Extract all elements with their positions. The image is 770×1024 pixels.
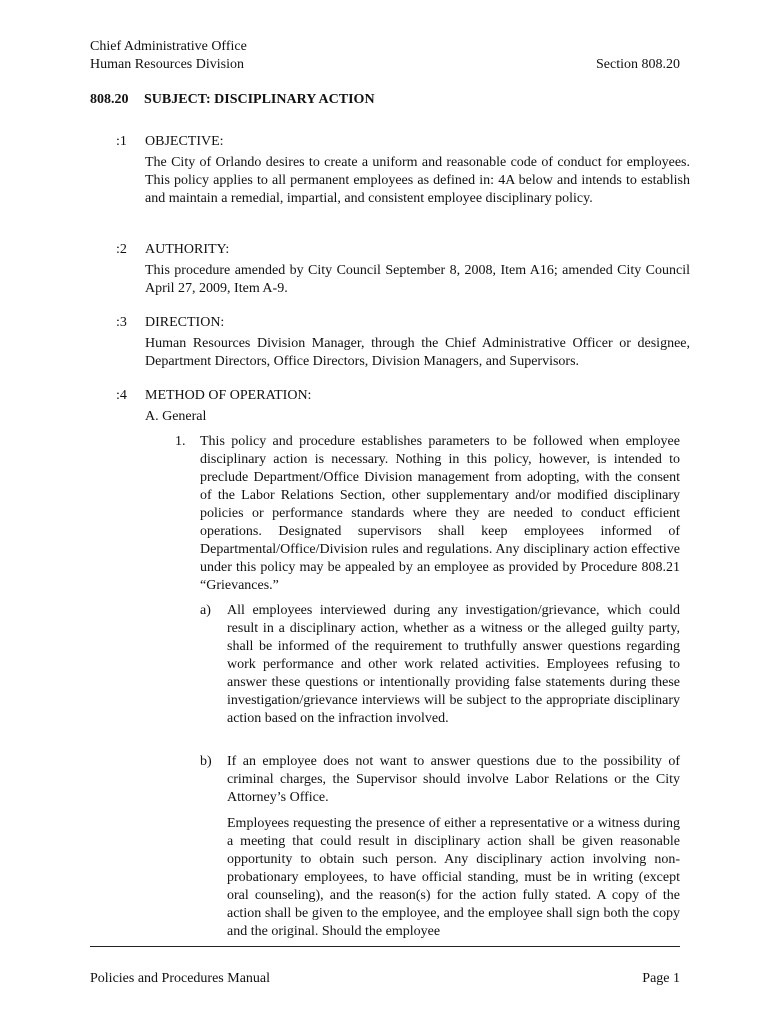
footer-divider: [90, 946, 680, 947]
title-number: 808.20: [90, 92, 129, 107]
footer-page-number: Page 1: [642, 971, 680, 986]
section-3-body: Human Resources Division Manager, through the Chief Administrative Officer or designee, Department Directors, Office Directors, Division Managers, and Supervisors.: [145, 336, 690, 369]
section-1-body: The City of Orlando desires to create a uniform and reasonable code of conduct for employees. This policy applies to all permanent employees as defined in: 4A below and intends to establish and maintain a remedial, impartial, and consistent employee disciplinary policy.: [145, 155, 690, 206]
header-office: Chief Administrative Office: [90, 39, 247, 54]
footer-manual-title: Policies and Procedures Manual: [90, 971, 271, 986]
section-3-number: :3: [116, 315, 127, 330]
section-1-heading: OBJECTIVE:: [145, 134, 224, 149]
header-division: Human Resources Division: [90, 57, 244, 72]
section-2-heading: AUTHORITY:: [145, 242, 230, 257]
document-title: [90, 91, 375, 109]
section-4-heading: METHOD OF OPERATION:: [145, 388, 312, 403]
page-header: [90, 38, 247, 74]
section-1-number: :1: [116, 134, 127, 149]
subitem-b-letter: b): [200, 754, 212, 769]
item-1-number: 1.: [175, 434, 186, 449]
subitem-a-letter: a): [200, 603, 211, 618]
subsection-a-heading: A. General: [145, 409, 207, 424]
title-text: SUBJECT: DISCIPLINARY ACTION: [144, 92, 375, 107]
section-2-body: This procedure amended by City Council September 8, 2008, Item A16; amended City Council April 27, 2009, Item A-9.: [145, 263, 690, 296]
subitem-a-body: All employees interviewed during any investigation/grievance, which could result in a disciplinary action, whether as a witness or the alleged guilty party, shall be informed of the requirement to truthfully answer questions regarding work performance and other work related activities. Employees refusing to answer these questions or intentionally providing false statements during these investigation/grievance interviews will be subject to the appropriate disciplinary action based on the infraction involved.: [227, 603, 680, 726]
header-section: Section 808.20: [596, 57, 680, 72]
item-1-body: This policy and procedure establishes parameters to be followed when employee disciplinary action is necessary. Nothing in this policy, however, is intended to preclude Department/Office Division management from adopting, with the consent of the Labor Relations Section, other supplementary and/or modified disciplinary policies or performance standards where they are needed to conduct efficient operations. Designated supervisors shall keep employees informed of Departmental/Office/Division rules and regulations. Any disciplinary action effective under this policy may be appealed by an employee as provided by Procedure 808.21 “Grievances.”: [200, 434, 680, 593]
section-4-number: :4: [116, 388, 127, 403]
subitem-b-body: If an employee does not want to answer questions due to the possibility of criminal charges, the Supervisor should involve Labor Relations or the City Attorney’s Office.: [227, 754, 680, 805]
section-3-heading: DIRECTION:: [145, 315, 225, 330]
section-2-number: :2: [116, 242, 127, 257]
continuation-paragraph: Employees requesting the presence of either a representative or a witness during a meeting that could result in disciplinary action shall be given reasonable opportunity to obtain such person. Any disciplinary action involving non-probationary employees, to have official standing, must be in writing (except oral counseling), and the reason(s) for the action fully stated. A copy of the action shall be given to the employee, and the employee shall sign both the copy and the original. Should the employee: [227, 816, 680, 939]
